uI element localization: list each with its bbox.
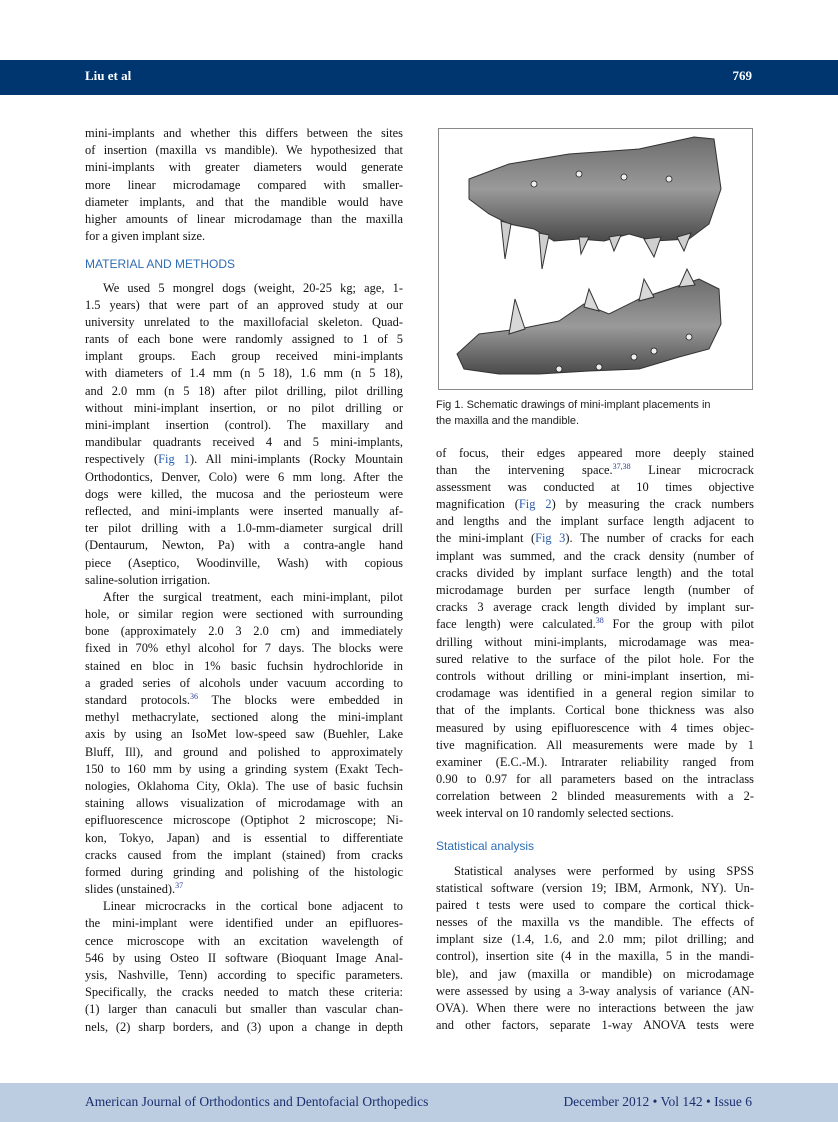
text-line <box>85 881 403 898</box>
text-line: mini-implants and whether this differs between the sites <box>85 126 403 140</box>
text-line: more linear microdamage compared with smaller- <box>85 177 403 192</box>
caption-line: Fig 1. Schematic drawings of mini-implant placements in <box>436 399 711 411</box>
text-segment: Linear microcrack <box>630 462 755 477</box>
text-line: epifluorescence microscope (Optiphot 2 microscope; Ni- <box>85 813 403 828</box>
text-line: piece (Aseptico, Woodinville, Wash) with copious <box>85 555 403 570</box>
text-segment: standard protocols. <box>85 693 190 707</box>
text-line: 0.90 to 0.97 for all parameters based on the intraclass <box>436 772 754 787</box>
text-segment: than the intervening space. <box>436 462 613 477</box>
text-line: controls without drilling or mini-implant insertion, mi- <box>436 668 754 683</box>
text-line: fixed in 70% ethyl alcohol for 7 days. The blocks were <box>85 641 403 656</box>
mandible-drawing <box>457 269 721 374</box>
maxilla-drawing <box>469 137 721 269</box>
citation-reference[interactable]: 37,38 <box>612 461 631 471</box>
text-segment: ). The number of cracks for each <box>565 531 754 546</box>
text-line: implant groups. Each group received mini-implants <box>85 349 403 364</box>
text-line: the mini-implant were identified under an epifluores- <box>85 916 403 931</box>
text-line: of focus, their edges appeared more deeply stained <box>436 445 754 460</box>
text-line: dogs were killed, the mucosa and the periosteum were <box>85 486 403 501</box>
text-line <box>85 692 403 709</box>
page-number: 769 <box>732 68 752 83</box>
paragraph <box>85 589 403 898</box>
figure-link[interactable]: Fig 2 <box>518 497 552 512</box>
footer-bar <box>0 1083 838 1122</box>
text-line: mini-implants with greater diameters would generate <box>85 160 403 175</box>
text-line: stained en bloc in 1% basic fuchsin hydrochloride in <box>85 658 403 673</box>
text-line: staining allows visualization of microdamage with an <box>85 796 403 811</box>
text-line: We used 5 mongrel dogs (weight, 20-25 kg; age, 1- <box>103 280 403 295</box>
text-segment: the mini-implant ( <box>436 531 536 546</box>
paragraph <box>436 863 754 1035</box>
paragraph <box>85 280 403 589</box>
text-segment: magnification ( <box>436 497 519 512</box>
text-segment: For the group with pilot <box>603 617 754 632</box>
section-heading-methods: MATERIAL AND METHODS <box>85 257 236 271</box>
running-header-bar <box>0 60 838 95</box>
text-segment: ) by measuring the crack numbers <box>551 497 755 512</box>
left-column <box>85 125 403 245</box>
text-line <box>436 530 754 547</box>
text-line: tive magnification. All measurements were made by 1 <box>436 737 754 752</box>
caption-line: the maxilla and the mandible. <box>436 415 580 427</box>
issue-info: December 2012 • Vol 142 • Issue 6 <box>563 1094 752 1109</box>
text-line: hole, or similar region were sectioned with surrounding <box>85 607 403 622</box>
text-line: cracks 3 average crack length divided by implant sur- <box>436 600 754 615</box>
text-line: formed during grinding and polishing of the histologic <box>85 864 403 879</box>
paragraph <box>436 445 754 823</box>
text-line: examiner (E.C.-M.). Intrarater reliability ranged from <box>436 754 754 769</box>
text-line: After the surgical treatment, each mini-implant, pilot <box>103 589 403 604</box>
text-line <box>436 616 754 633</box>
running-head: Liu et al <box>85 68 132 83</box>
text-line: a graded series of alcohols under vacuum according to <box>85 675 403 690</box>
text-line: crodamage was identified in a general region similar to <box>436 686 754 701</box>
journal-name: American Journal of Orthodontics and Dentofacial Orthopedics <box>85 1094 429 1109</box>
text-line: control), insertion site (4 in the maxilla, 5 in the mandi- <box>436 949 754 964</box>
text-line: OVA). When there were no interactions between the jaw <box>436 1001 754 1015</box>
text-line: microdamage burden per surface length (number of <box>436 583 754 597</box>
text-segment: face length) were calculated. <box>436 617 596 632</box>
text-segment: The blocks were embedded in <box>197 693 403 707</box>
text-line: week interval on 10 randomly selected sections. <box>436 806 674 821</box>
text-line: mandibular quadrants received 4 and 5 mini-implants, <box>85 435 403 450</box>
text-line: kon, Tokyo, Japan) and is essential to differentiate <box>85 830 403 845</box>
text-line: ysis, Nashville, Tenn) according to specific parameters. <box>85 968 403 982</box>
text-line: paired t tests were used to compare the cortical thick- <box>436 897 754 912</box>
citation-reference[interactable]: 37 <box>175 881 184 891</box>
text-line: reflected, and mini-implants were inserted manually af- <box>85 503 403 518</box>
text-line: with diameters of 1.4 mm (n 5 18), 1.6 mm (n 5 18), <box>85 366 403 381</box>
text-line: without mini-implant insertion, or no pilot drilling or <box>85 400 403 415</box>
left-column-methods <box>85 280 403 1036</box>
skull-schematic-drawing <box>439 129 752 389</box>
text-line: sured relative to the surface of the pilot hole. For the <box>436 651 754 666</box>
text-line <box>85 451 403 468</box>
text-line: nologies, Oklahoma City, Okla). The use of basic fuchsin <box>85 778 403 793</box>
text-line: 1.5 years) that were part of an approved study at our <box>85 297 403 312</box>
text-line: bone (approximately 2.0 3 2.0 cm) and immediately <box>85 624 403 639</box>
text-line: Orthodontics, Denver, Colo) were 6 mm long. After the <box>85 469 403 484</box>
right-column-statistics <box>436 863 754 1035</box>
text-line: ter pilot drilling with a 1.0-mm-diameter surgical drill <box>85 521 403 536</box>
text-line: 546 by using Osteo II software (Bioquant Image Anal- <box>85 950 403 965</box>
text-line: cence microscope with an excitation wavelength of <box>85 933 403 948</box>
text-line: cracks divided by implant surface length) and the total <box>436 565 754 580</box>
text-line: that of the implants. Cortical bone thickness was also <box>436 703 754 718</box>
text-line: (Dentaurum, Newton, Pa) with a contra-angle hand <box>85 538 403 553</box>
text-line <box>436 496 754 513</box>
text-line: ble), and jaw (maxilla or mandible) on microdamage <box>436 966 754 981</box>
figure-1-caption <box>436 397 756 429</box>
text-line: and lengths and the implant surface length adjacent to <box>436 514 754 529</box>
text-line: Specifically, the cracks needed to match these criteria: <box>85 985 403 1000</box>
text-line: statistical software (version 19; IBM, Armonk, NY). Un- <box>436 880 754 895</box>
text-line: for a given implant size. <box>85 229 206 244</box>
text-line: and 2.0 mm (n 5 18) after pilot drilling, pilot drilling <box>85 383 403 398</box>
figure-link[interactable]: Fig 3 <box>535 531 566 546</box>
text-line: methyl methacrylate, sectioned along the mini-implant <box>85 710 403 725</box>
text-line: and other factors, separate 1-way ANOVA tests were <box>436 1018 754 1033</box>
text-line: rants of each bone were randomly assigned to 1 of 5 <box>85 332 403 347</box>
text-line: assessment was conducted at 10 times objective <box>436 479 754 494</box>
section-heading-statistics: Statistical analysis <box>436 839 535 853</box>
paragraph <box>85 125 403 245</box>
right-column <box>436 445 754 823</box>
text-line: nesses of the maxilla vs the mandible. The effects of <box>436 915 754 930</box>
citation-reference[interactable]: 38 <box>595 616 604 626</box>
text-line: implant size (1.4, 1.6, and 2.0 mm; pilot drilling; and <box>436 932 754 947</box>
text-line: diameter implants, and that the mandible would have <box>85 194 403 209</box>
text-segment: respectively ( <box>85 452 159 467</box>
text-line: (1) larger than canaculi but smaller than vascular chan- <box>85 1002 403 1017</box>
text-line: of insertion (maxilla vs mandible). We hypothesized that <box>85 143 403 158</box>
figure-1-image <box>438 128 753 390</box>
text-line: correlation between 2 blinded measurements with a 2- <box>436 789 754 804</box>
text-line: Bluff, Ill), and ground and polished to approximately <box>85 744 403 759</box>
text-line: mini-implant insertion (control). The maxillary and <box>85 418 403 432</box>
text-segment: slides (unstained). <box>85 882 176 897</box>
text-line: implant was summed, and the crack density (number of <box>436 548 754 563</box>
text-line: university unrelated to the maxillofacial skeleton. Quad- <box>85 314 403 329</box>
text-line: Linear microcracks in the cortical bone adjacent to <box>103 899 403 914</box>
figure-link[interactable]: Fig 1 <box>158 452 190 467</box>
text-line: were assessed by using a 3-way analysis of variance (AN- <box>436 983 754 998</box>
text-line: Statistical analyses were performed by using SPSS <box>454 863 754 878</box>
text-line: 150 to 160 mm by using a grinding system (Exakt Tech- <box>85 761 403 776</box>
paragraph <box>85 898 403 1036</box>
text-line <box>436 462 754 479</box>
citation-reference[interactable]: 36 <box>189 692 198 701</box>
text-line: axis by using an IsoMet low-speed saw (Buehler, Lake <box>85 727 403 742</box>
text-line: measured by using epifluorescence with 4 times objec- <box>436 720 754 735</box>
text-line: saline-solution irrigation. <box>85 572 211 587</box>
text-segment: ). All mini-implants (Rocky Mountain <box>189 452 403 467</box>
text-line: drilling without mini-implants, microdamage was mea- <box>436 634 754 649</box>
text-line: higher amounts of linear microdamage than the maxilla <box>85 211 403 226</box>
text-line: nels, (2) sharp borders, and (3) upon a change in depth <box>85 1019 403 1034</box>
text-line: cracks caused from the implant (stained) from cracks <box>85 847 403 862</box>
